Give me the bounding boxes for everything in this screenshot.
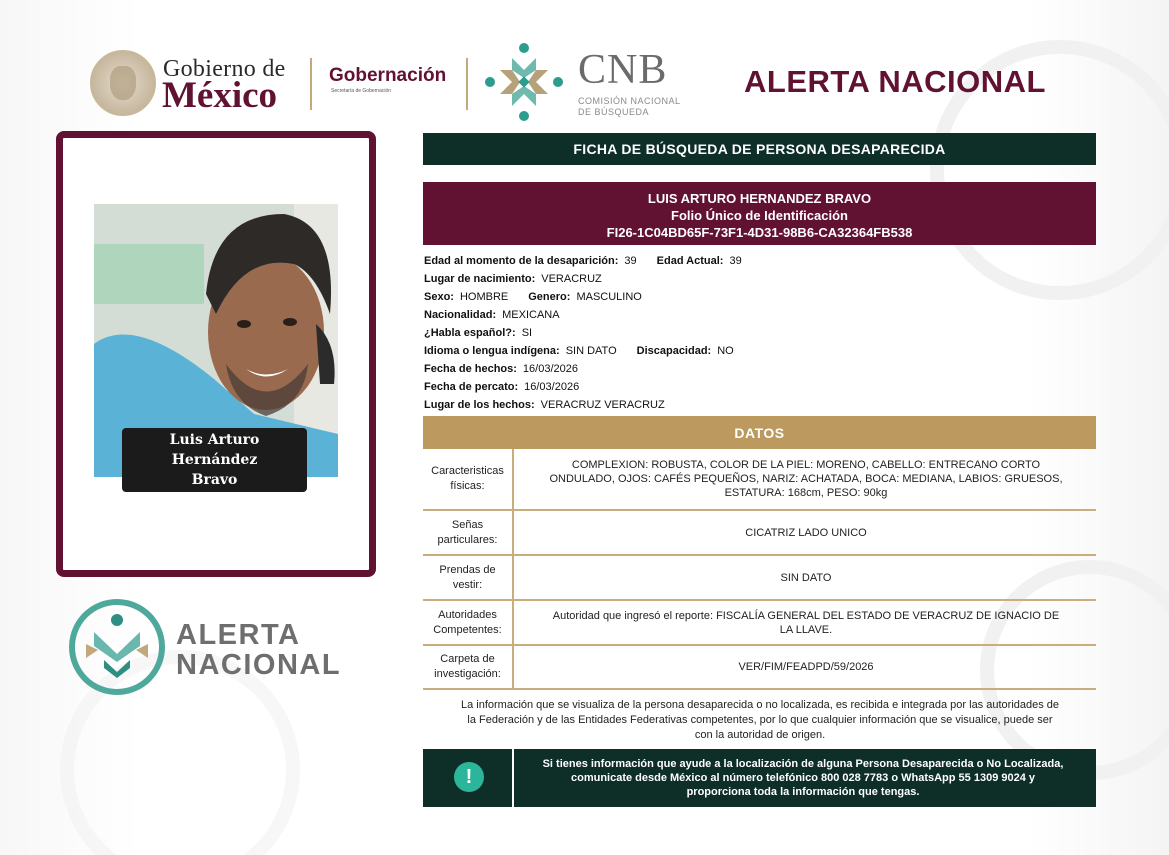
label-line: Autoridades <box>438 608 497 621</box>
info-value: SI <box>521 327 533 339</box>
info-label: Lugar de los hechos: <box>424 399 535 411</box>
info-value: VERACRUZ <box>541 273 602 285</box>
value-line: ESTATURA: 168cm, PESO: 90kg <box>724 487 888 499</box>
info-label: Genero: <box>528 291 571 303</box>
datos-row-carpeta <box>423 646 1096 690</box>
ficha-title-bar: FICHA DE BÚSQUEDA DE PERSONA DESAPARECIDA <box>423 133 1096 165</box>
disclaimer-line: la Federación y de las Entidades Federativas competentes, por lo que cualquier información que se visualice, puede ser <box>467 714 1053 726</box>
label-line: Competentes: <box>433 623 502 636</box>
info-value: 16/03/2026 <box>522 363 578 375</box>
photo-caption-line: Bravo <box>191 472 238 488</box>
datos-row-caracteristicas <box>423 449 1096 511</box>
datos-row-value <box>516 646 1096 688</box>
contact-bar <box>423 749 1096 807</box>
alerta-nacional-logo-text <box>176 620 341 680</box>
value-line: COMPLEXION: ROBUSTA, COLOR DE LA PIEL: MORENO, CABELLO: ENTRECANO CORTO <box>571 459 1041 471</box>
datos-row-prendas <box>423 556 1096 601</box>
label-line: particulares: <box>437 533 498 546</box>
person-name: LUIS ARTURO HERNANDEZ BRAVO <box>647 191 872 206</box>
contact-icon-cell <box>423 749 514 807</box>
gobernacion-logo-text: Gobernación <box>329 65 447 86</box>
photo-caption <box>122 428 307 492</box>
coat-of-arms-icon <box>90 50 156 116</box>
exclamation-icon: ! <box>454 762 484 792</box>
label-line: Señas <box>451 518 484 531</box>
info-label: Lugar de nacimiento: <box>424 273 536 285</box>
folio-label: Folio Único de Identificación <box>671 208 848 223</box>
info-line-nacimiento <box>424 272 622 286</box>
gobierno-de-text: Gobierno de <box>163 56 286 82</box>
value-line: ONDULADO, OJOS: CAFÉS PEQUEÑOS, NARIZ: ACHATADA, BOCA: MEDIANA, LABIOS: GRUESOS, <box>549 473 1063 485</box>
info-value: HOMBRE <box>459 291 509 303</box>
datos-row-label <box>423 556 514 599</box>
info-label: Idioma o lengua indígena: <box>424 345 560 357</box>
person-name-block <box>423 182 1096 245</box>
info-label: ¿Habla español?: <box>424 327 516 339</box>
header-divider <box>310 58 312 110</box>
info-line-lugar-hechos <box>424 398 685 412</box>
datos-row-label <box>423 449 514 509</box>
datos-row-value <box>516 449 1096 509</box>
info-value: SIN DATO <box>565 345 617 357</box>
datos-row-label <box>423 601 514 644</box>
folio-id: FI26-1C04BD65F-73F1-4D31-98B6-CA32364FB538 <box>606 225 913 240</box>
label-line: vestir: <box>452 578 483 591</box>
datos-row-value <box>516 511 1096 554</box>
alerta-nacional-logo-icon <box>68 598 166 696</box>
alerta-nacional-title: ALERTA NACIONAL <box>744 64 1046 99</box>
datos-row-value <box>516 556 1096 599</box>
info-line-sexo <box>424 290 662 304</box>
disclaimer-text <box>426 698 1094 743</box>
value-line: VER/FIM/FEADPD/59/2026 <box>738 661 874 673</box>
value-line: Autoridad que ingresó el reporte: FISCALÍA GENERAL DEL ESTADO DE VERACRUZ DE IGNACIO DE <box>552 609 1060 622</box>
cnb-subtitle <box>578 96 681 118</box>
disclaimer-line: con la autoridad de origen. <box>694 729 826 741</box>
label-line: Carpeta de <box>440 653 495 665</box>
info-value: 16/03/2026 <box>524 381 580 393</box>
info-line-espanol <box>424 326 552 340</box>
info-label: Sexo: <box>424 291 454 303</box>
info-value: MEXICANA <box>502 309 560 321</box>
info-label: Fecha de percato: <box>424 381 519 393</box>
contact-line: Si tienes información que ayude a la localización de alguna Persona Desaparecida o No Localizada, <box>542 758 1064 770</box>
info-line-edad <box>424 254 762 268</box>
datos-row-label <box>423 646 514 688</box>
info-value: NO <box>717 345 734 357</box>
info-line-nacionalidad <box>424 308 580 322</box>
label-line: Prendas de <box>439 563 496 576</box>
info-line-fecha-percato <box>424 380 599 394</box>
contact-text <box>516 757 1090 799</box>
contact-line: proporciona toda la información que tengas. <box>686 786 920 798</box>
info-line-idioma <box>424 344 754 358</box>
gobernacion-subtitle: Secretaría de Gobernación <box>331 88 392 94</box>
label-line: investigación: <box>434 668 501 680</box>
info-value: VERACRUZ VERACRUZ <box>540 399 665 411</box>
label-line: físicas: <box>450 480 485 492</box>
datos-row-value <box>516 601 1096 644</box>
disclaimer-line: La información que se visualiza de la persona desaparecida o no localizada, es recibida e integrada por las autoridades de <box>460 699 1060 711</box>
datos-title-bar: DATOS <box>423 416 1096 449</box>
info-label: Edad Actual: <box>656 255 724 267</box>
value-line: SIN DATO <box>780 571 832 584</box>
info-value: MASCULINO <box>576 291 642 303</box>
contact-line: comunicate desde México al número telefónico 800 028 7783 o WhatsApp 55 1309 9024 y <box>570 772 1036 784</box>
value-line: CICATRIZ LADO UNICO <box>745 526 867 539</box>
alerta-logo-line: NACIONAL <box>176 649 342 681</box>
cnb-logo-text: CNB <box>578 47 668 93</box>
info-label: Edad al momento de la desaparición: <box>424 255 619 267</box>
header-divider <box>466 58 468 110</box>
info-line-fecha-hechos <box>424 362 598 376</box>
label-line: Caracteristicas <box>431 465 504 477</box>
info-label: Discapacidad: <box>636 345 712 357</box>
mexico-text: México <box>162 75 278 116</box>
datos-row-label <box>423 511 514 554</box>
info-value: 39 <box>624 255 637 267</box>
info-value: 39 <box>729 255 742 267</box>
cnb-logo-icon <box>482 40 566 124</box>
cnb-subtitle-line: COMISIÓN NACIONAL <box>578 96 681 106</box>
value-line: LA LLAVE. <box>779 623 833 636</box>
datos-row-senas <box>423 511 1096 556</box>
info-label: Fecha de hechos: <box>424 363 517 375</box>
cnb-subtitle-line: DE BÚSQUEDA <box>578 107 650 117</box>
datos-row-autoridades <box>423 601 1096 646</box>
photo-caption-line: Luis Arturo Hernández <box>169 432 260 468</box>
info-label: Nacionalidad: <box>424 309 497 321</box>
alerta-logo-line: ALERTA <box>176 619 301 651</box>
